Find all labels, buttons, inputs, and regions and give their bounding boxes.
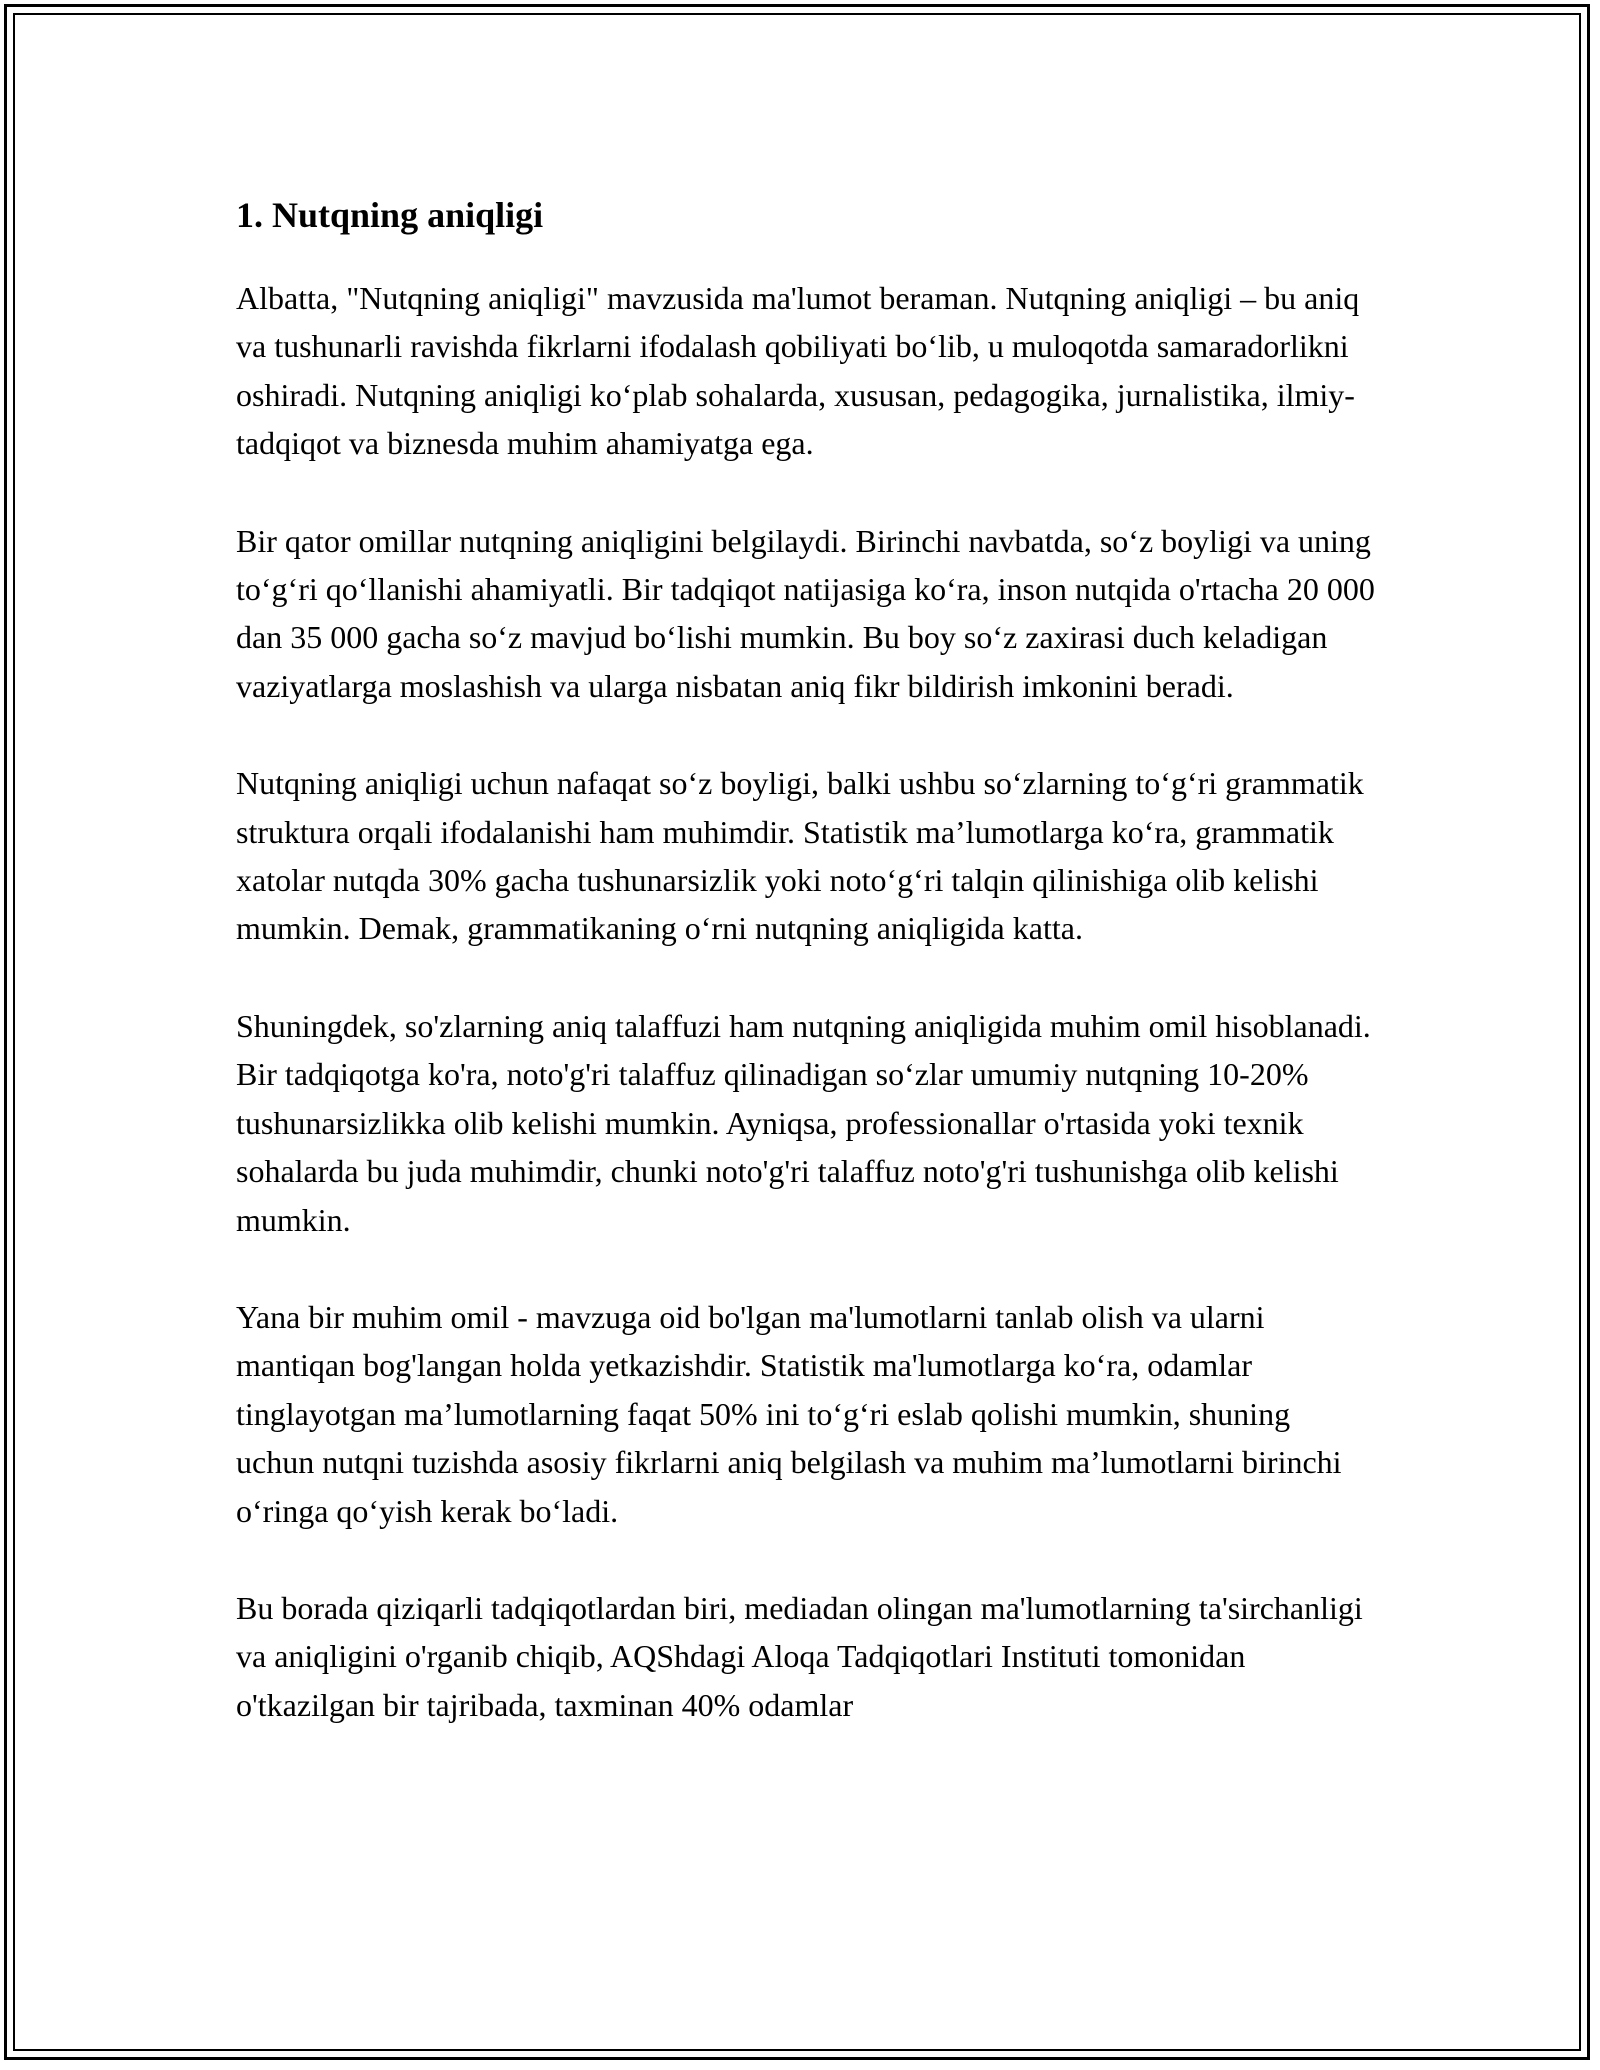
paragraph: Albatta, "Nutqning aniqligi" mavzusida ma'lumot beraman. Nutqning aniqligi – bu aniq va tushunarli ravishda fikrlarni ifodalash qobiliyati bo‘lib, u muloqotda samaradorlikni oshiradi. Nutqning aniqligi ko‘plab sohalarda, xususan, pedagogika, jurnalistika, ilmiy-tadqiqot va biznesda muhim ahamiyatga ega. [236, 280, 1360, 462]
document-body [236, 190, 1376, 1729]
paragraph: Bir qator omillar nutqning aniqligini belgilaydi. Birinchi navbatda, so‘z boyligi va uning to‘g‘ri qo‘llanishi ahamiyatli. Bir tadqiqot natijasiga ko‘ra, inson nutqida o'rtacha 20 000 dan 35 000 gacha so‘z mavjud bo‘lishi mumkin. Bu boy so‘z zaxirasi duch keladigan vaziyatlarga moslashish va ularga nisbatan aniq fikr bildirish imkonini beradi. [236, 522, 1375, 704]
paragraph: Shuningdek, so'zlarning aniq talaffuzi ham nutqning aniqligida muhim omil hisoblanadi. Bir tadqiqotga ko'ra, noto'g'ri talaffuz qilinadigan so‘zlar umumiy nutqning 10-20% tushunarsizlikka olib kelishi mumkin. Ayniqsa, professionallar o'rtasida yoki texnik sohalarda bu juda muhimdir, chunki noto'g'ri talaffuz noto'g'ri tushunishga olib kelishi mumkin. [236, 1007, 1371, 1238]
paragraph: Yana bir muhim omil - mavzuga oid bo'lgan ma'lumotlarni tanlab olish va ularni mantiqan bog'langan holda yetkazishdir. Statistik ma'lumotlarga ko‘ra, odamlar tinglayotgan ma’lumotlarning faqat 50% ini to‘g‘ri eslab qolishi mumkin, shuning uchun nutqni tuzishda asosiy fikrlarni aniq belgilash va muhim ma’lumotlarni birinchi o‘ringa qo‘yish kerak bo‘ladi. [236, 1298, 1342, 1529]
paragraph: Bu borada qiziqarli tadqiqotlardan biri, mediadan olingan ma'lumotlarning ta'sirchanligi va aniqligini o'rganib chiqib, AQShdagi Aloqa Tadqiqotlari Instituti tomonidan o'tkazilgan bir tajribada, taxminan 40% odamlar [236, 1589, 1363, 1723]
paragraph: Nutqning aniqligi uchun nafaqat so‘z boyligi, balki ushbu so‘zlarning to‘g‘ri grammatik struktura orqali ifodalanishi ham muhimdir. Statistik ma’lumotlarga ko‘ra, grammatik xatolar nutqda 30% gacha tushunarsizlik yoki noto‘g‘ri talqin qilinishiga olib kelishi mumkin. Demak, grammatikaning o‘rni nutqning aniqligida katta. [236, 765, 1364, 947]
section-heading: 1. Nutqning aniqligi [236, 195, 544, 235]
